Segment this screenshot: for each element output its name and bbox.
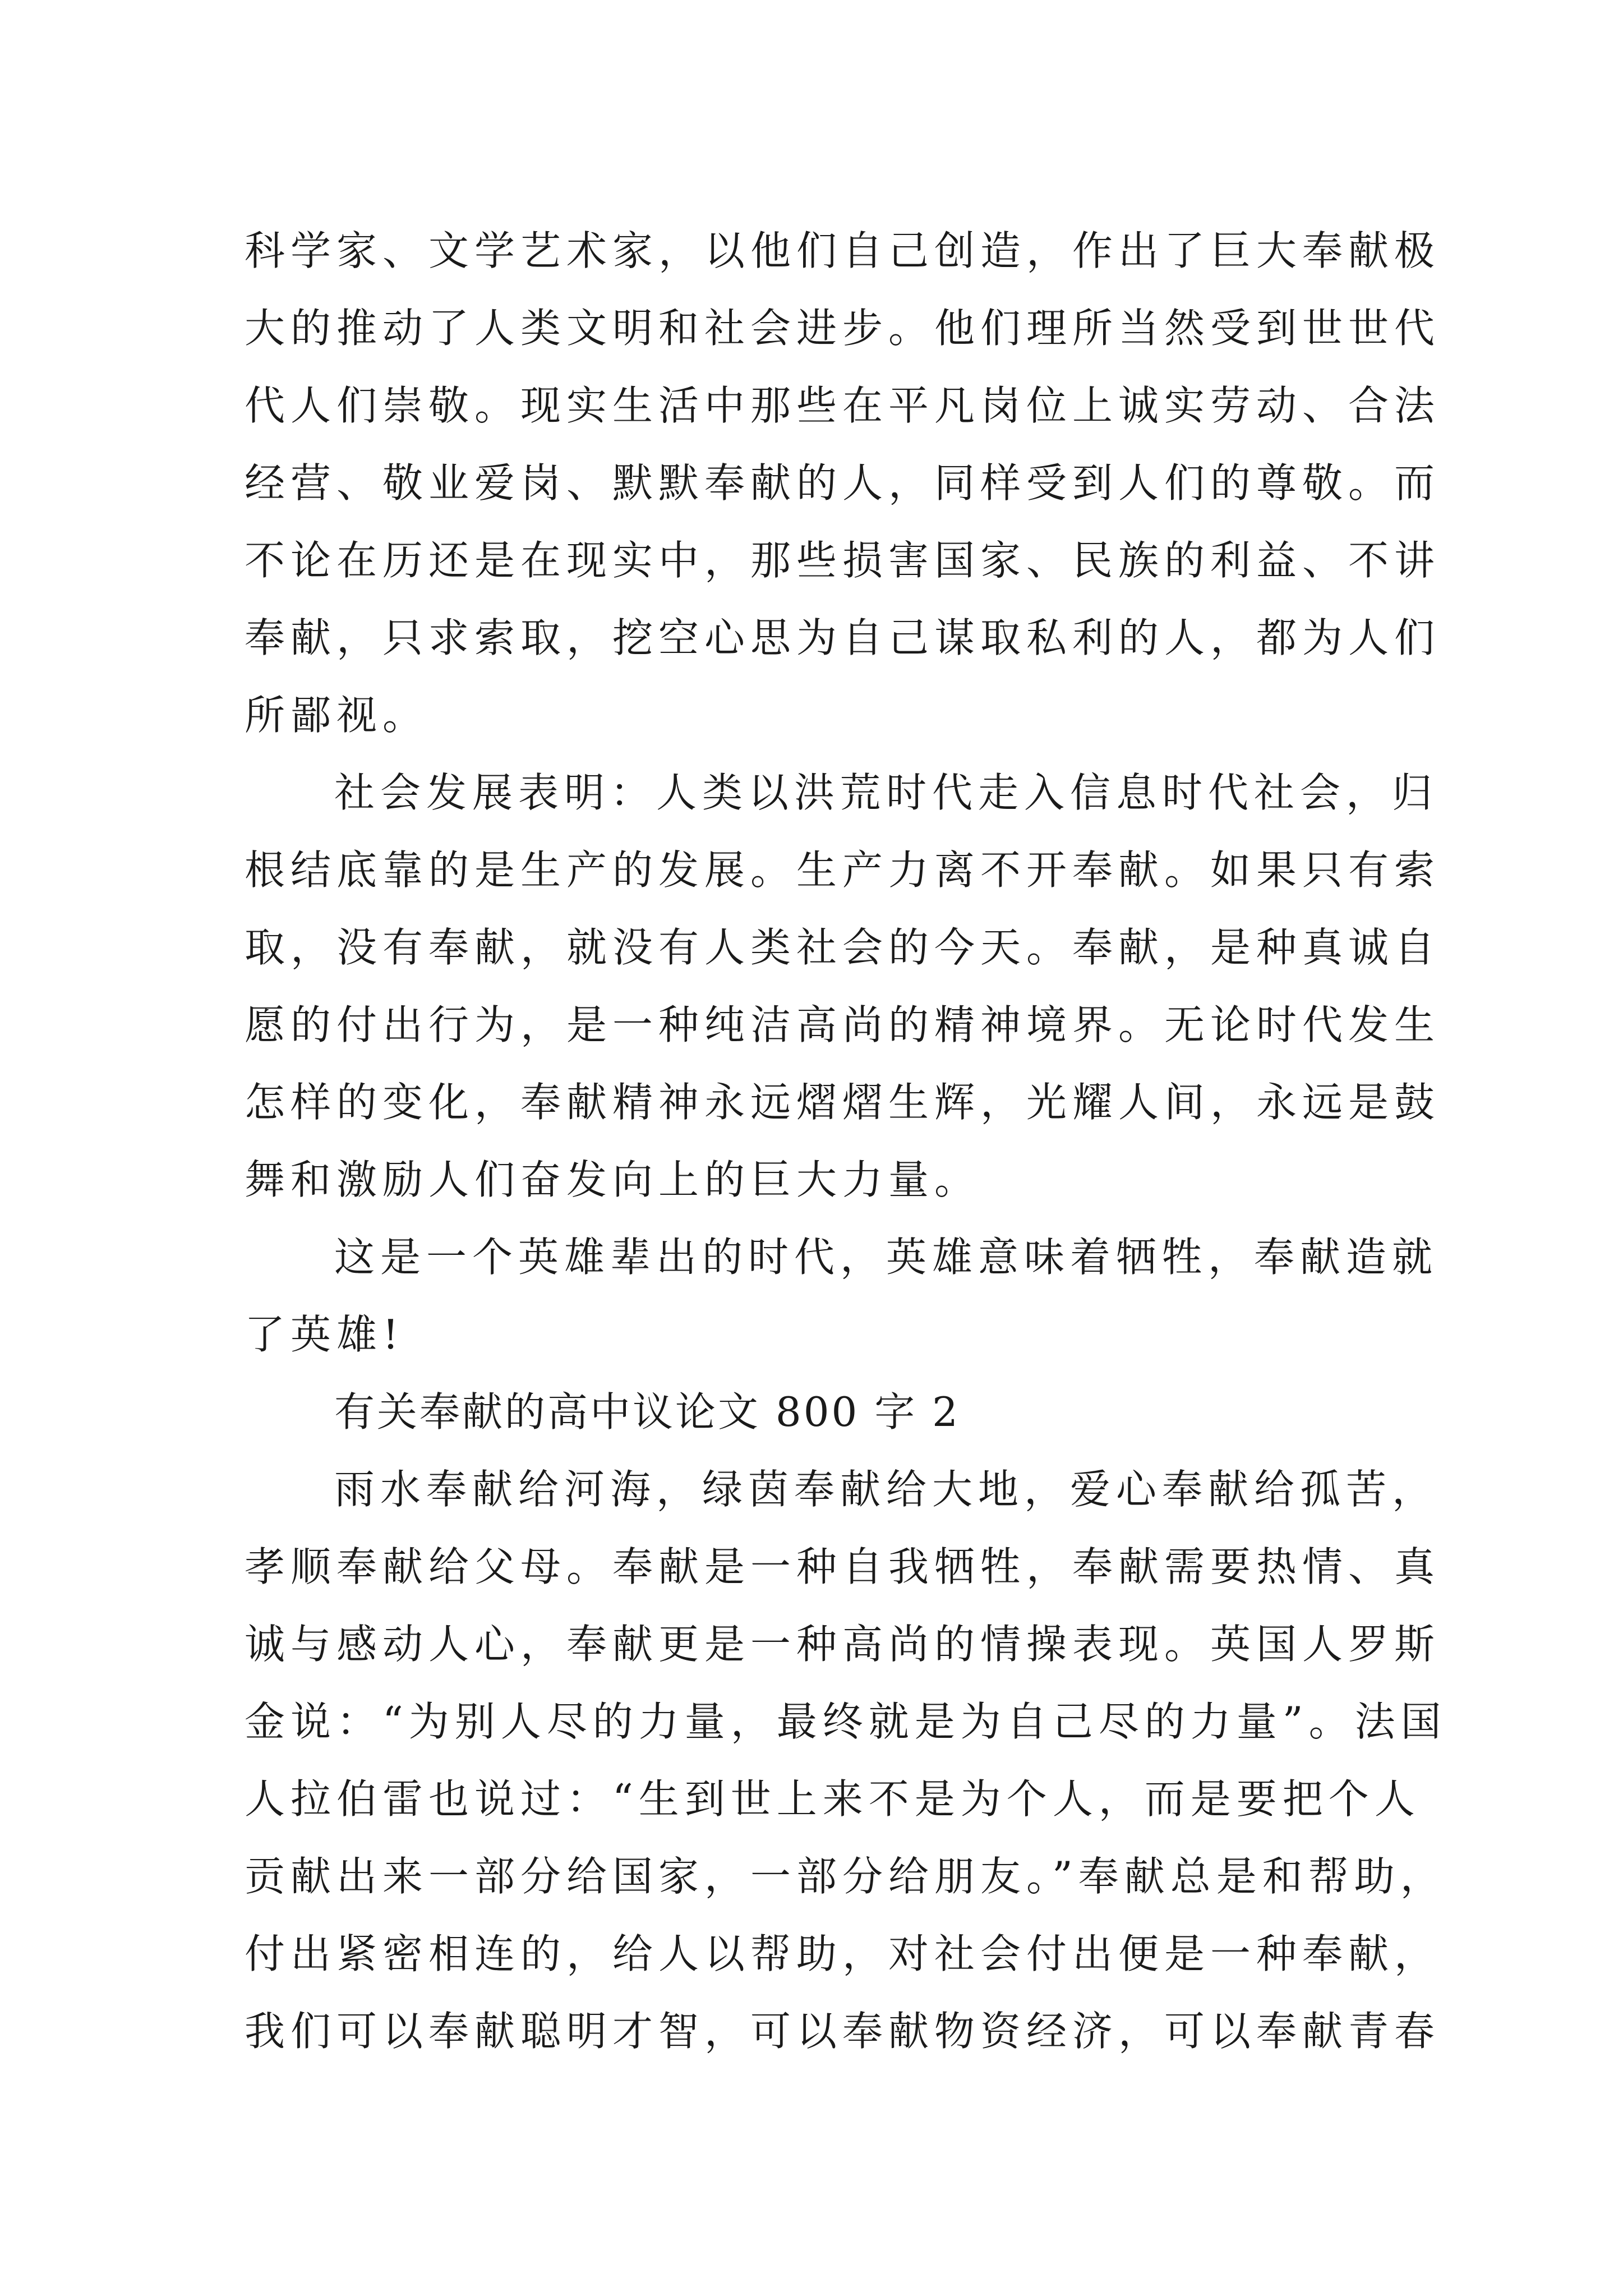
text-line: 贡献出来一部分给国家，一部分给朋友。”奉献总是和帮助， bbox=[245, 1853, 1446, 1900]
text-line: 了英雄! bbox=[245, 1311, 404, 1358]
text-line: 诚与感动人心，奉献更是一种高尚的情操表现。英国人罗斯 bbox=[245, 1621, 1441, 1668]
text-line: 科学家、文学艺术家，以他们自己创造，作出了巨大奉献极 bbox=[245, 227, 1441, 274]
text-line: 付出紧密相连的，给人以帮助，对社会付出便是一种奉献， bbox=[245, 1930, 1441, 1977]
text-line: 所鄙视。 bbox=[245, 692, 429, 739]
text-line: 金说：“为别人尽的力量，最终就是为自己尽的力量”。法国 bbox=[245, 1698, 1447, 1745]
text-line: 人拉伯雷也说过：“生到世上来不是为个人，而是要把个人 bbox=[245, 1775, 1421, 1823]
text-line: 经营、敬业爱岗、默默奉献的人，同样受到人们的尊敬。而 bbox=[245, 459, 1441, 507]
document-body bbox=[245, 212, 1447, 2070]
text-line: 不论在历还是在现实中，那些损害国家、民族的利益、不讲 bbox=[245, 537, 1441, 584]
text-line: 孝顺奉献给父母。奉献是一种自我牺牲，奉献需要热情、真 bbox=[245, 1543, 1441, 1590]
text-line: 大的推动了人类文明和社会进步。他们理所当然受到世世代 bbox=[245, 305, 1441, 352]
text-line: 奉献，只求索取，挖空心思为自己谋取私利的人，都为人们 bbox=[245, 614, 1441, 661]
text-line: 怎样的变化，奉献精神永远熠熠生辉，光耀人间，永远是鼓 bbox=[245, 1079, 1441, 1126]
text-line: 舞和激励人们奋发向上的巨大力量。 bbox=[245, 1156, 981, 1203]
paragraph-start-line: 雨水奉献给河海，绿茵奉献给大地，爱心奉献给孤苦， bbox=[334, 1466, 1438, 1513]
paragraph-start-line: 这是一个英雄辈出的时代，英雄意味着牺牲，奉献造就 bbox=[334, 1234, 1438, 1281]
text-line: 我们可以奉献聪明才智，可以奉献物资经济，可以奉献青春 bbox=[245, 2008, 1441, 2055]
paragraph-start-line: 社会发展表明：人类以洪荒时代走入信息时代社会，归 bbox=[334, 769, 1438, 816]
section-heading: 有关奉献的高中议论文 800 字 2 bbox=[334, 1388, 960, 1435]
text-line: 根结底靠的是生产的发展。生产力离不开奉献。如果只有索 bbox=[245, 846, 1441, 894]
text-line: 取，没有奉献，就没有人类社会的今天。奉献，是种真诚自 bbox=[245, 924, 1441, 971]
text-line: 愿的付出行为，是一种纯洁高尚的精神境界。无论时代发生 bbox=[245, 1001, 1441, 1048]
text-line: 代人们崇敬。现实生活中那些在平凡岗位上诚实劳动、合法 bbox=[245, 382, 1441, 429]
